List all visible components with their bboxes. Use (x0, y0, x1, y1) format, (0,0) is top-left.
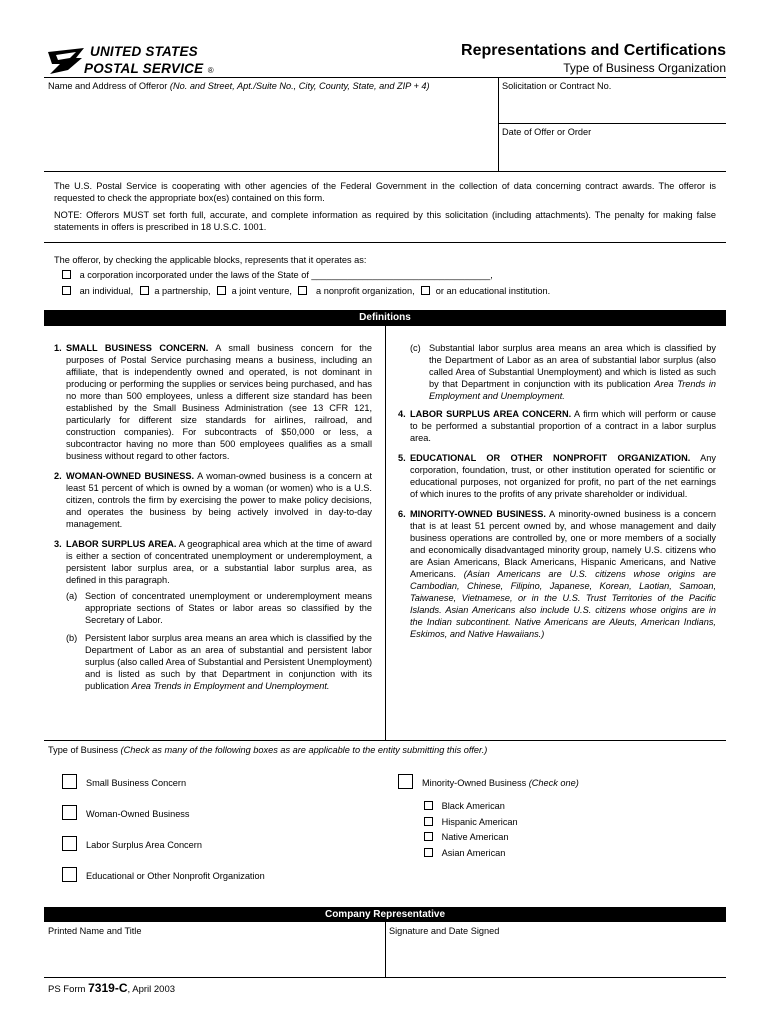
nonprofit-checkbox[interactable] (298, 286, 307, 295)
logo-line1: UNITED STATES (90, 44, 198, 59)
corporation-checkbox[interactable] (62, 270, 71, 279)
offeror-name-label: Name and Address of Offeror (No. and Street, Apt./Suite No., City, County, State, and ZIP + 4) (48, 81, 430, 91)
educational-institution-label: or an educational institution. (435, 286, 551, 296)
note-paragraph: NOTE: Offerors MUST set forth full, accurate, and complete information as required by this solicitation (including attachments). The penalty for making false statements in offers is prescribed in 18 U.S.C. 1001. (54, 210, 716, 232)
definition-educational-nonprofit: 5. EDUCATIONAL OR OTHER NONPROFIT ORGANIZATION. Any corporation, foundation, trust, or other institution operated for scientific or educational purposes, not organized for profit, no part of the net earnings of which inures to the profits of any private shareholder or individual. (398, 453, 717, 499)
printed-name-label: Printed Name and Title (48, 926, 142, 936)
form-title: Representations and Certifications (461, 42, 726, 59)
small-business-label: Small Business Concern (86, 778, 187, 788)
operates-type-row (62, 285, 550, 297)
nonprofit-label: a nonprofit organization, (316, 286, 415, 296)
definitions-heading: Definitions (44, 310, 726, 326)
hispanic-american-label: Hispanic American (441, 817, 518, 827)
definition-minority-owned: 6. MINORITY-OWNED BUSINESS. A minority-owned business is a concern that is at least 51 percent owned by, and whose management and daily business operations are controlled by, one or more members of a socially and economically disadvantaged minority group, namely U.S. citizens who are Asian Americans, Black Americans, Hispanic Americans, and Native Americans. (Asian Americans are U.S. citizens whose origins are Cambodian, Chinese, Filipino, Japanese, Korean, Laotian, Samoan, Taiwanese, Vietnamese, or in the U.S. Trust Territories of the Pacific Islands. Asian Americans also include U.S. citizens whose origins are in the Indian subcontinent. Native Americans are Aleuts, American Indians, Eskimos, and Native Hawaiians.) (398, 509, 716, 639)
partnership-label: a partnership, (154, 286, 211, 296)
definition-3b: (b) Persistent labor surplus area means an area which is classified by the Department of Labor as an area of substantial and persistent labor surplus (also called Area of Substantial and Persistent Unemployment) and is listed as such by that Department in conjunction with its publication Area Trends in Employment and Unemployment. (66, 633, 373, 691)
definition-small-business: 1. SMALL BUSINESS CONCERN. A small business concern for the purposes of Postal Service purchasing means a business, including an affiliate, that is independently owned and operated, is not dominant in producing or performing the supplies or services being purchased, and has no more than 500 employees, unless a different size standard has been established by the Small Business Administration (see 13 CFR 121, particularly for different size standards for airlines, railroad, and construction companies). For subcontracts of $50,000 or less, a subcontractor having no more than 500 employees qualifies as a small business without regard to other factors. (54, 343, 372, 461)
company-representative-heading: Company Representative (44, 907, 726, 922)
definition-3c: (c) Substantial labor surplus area means an area which is classified by the Department of Labor as an area of substantial labor surplus (also called Area of Substantial Unemployment) and which is listed as such by that Department in conjunction with its publication Area Trends in Employment and Unemployment. (410, 343, 716, 401)
individual-label: an individual, (79, 286, 134, 296)
definitions-left-column (54, 342, 372, 698)
hispanic-american-checkbox[interactable] (424, 817, 433, 826)
intro-paragraph: The U.S. Postal Service is cooperating with other agencies of the Federal Government in the collection of data concerning contract awards. The offeror is requested to check the appropriate box(es) contained on this form. (54, 181, 716, 203)
minority-black-row (424, 801, 505, 811)
small-business-checkbox[interactable] (62, 774, 77, 789)
logo-line2: POSTAL SERVICE (84, 61, 204, 76)
definitions-right-column (398, 342, 716, 648)
registered-mark: ® (207, 66, 214, 75)
asian-american-label: Asian American (441, 848, 506, 858)
partnership-checkbox[interactable] (140, 286, 149, 295)
corporation-label: a corporation incorporated under the laws of the State of ___________________________________, (79, 270, 493, 280)
signature-field[interactable] (387, 938, 725, 976)
eagle-icon (46, 46, 86, 78)
black-american-checkbox[interactable] (424, 801, 433, 810)
native-american-label: Native American (441, 832, 509, 842)
type-of-business-label: Type of Business (Check as many of the following boxes as are applicable to the entity submitting this offer.) (48, 745, 488, 755)
joint-venture-label: a joint venture, (231, 286, 292, 296)
minority-asian-row (424, 848, 505, 858)
form-subtitle: Type of Business Organization (563, 61, 726, 75)
date-of-offer-label: Date of Offer or Order (502, 127, 592, 137)
minority-hispanic-row (424, 817, 518, 827)
black-american-label: Black American (441, 801, 505, 811)
form-footer: PS Form 7319-C, April 2003 (48, 981, 176, 995)
offeror-name-address-field[interactable] (45, 94, 496, 169)
joint-venture-checkbox[interactable] (217, 286, 226, 295)
operates-corp-row (62, 269, 493, 281)
definition-labor-surplus-area: 3. LABOR SURPLUS AREA. A geographical area which at the time of award is either a section of concentrated unemployment or underemployment, a persistent labor surplus area, or a substantial labor surplus area, as defined in this paragraph. (54, 539, 372, 585)
minority-owned-checkbox[interactable] (398, 774, 413, 789)
operates-lead: The offeror, by checking the applicable blocks, represents that it operates as: (54, 255, 367, 265)
minority-native-row (424, 832, 508, 842)
asian-american-checkbox[interactable] (424, 848, 433, 857)
labor-surplus-checkbox[interactable] (62, 836, 77, 851)
definition-3a: (a) Section of concentrated unemployment or underemployment means appropriate sections of States or labor areas so classified by the Secretary of Labor. (66, 591, 372, 625)
printed-name-field[interactable] (45, 938, 383, 976)
woman-owned-checkbox[interactable] (62, 805, 77, 820)
solicitation-label: Solicitation or Contract No. (502, 81, 612, 91)
native-american-checkbox[interactable] (424, 832, 433, 841)
educational-institution-checkbox[interactable] (421, 286, 430, 295)
definition-labor-surplus-area-concern: 4. LABOR SURPLUS AREA CONCERN. A firm which will perform or cause to be performed a substantial proportion of a contract in a labor surplus area. (398, 409, 716, 443)
labor-surplus-label: Labor Surplus Area Concern (86, 840, 202, 850)
educational-nonprofit-label: Educational or Other Nonprofit Organization (86, 871, 265, 881)
usps-logo (46, 44, 214, 80)
signature-label: Signature and Date Signed (389, 926, 500, 936)
individual-checkbox[interactable] (62, 286, 71, 295)
solicitation-field[interactable] (500, 94, 724, 121)
educational-nonprofit-checkbox[interactable] (62, 867, 77, 882)
definition-woman-owned: 2. WOMAN-OWNED BUSINESS. A woman-owned business is a concern at least 51 percent of which is owned by a woman (or women) who is a U.S. citizen, controls the firm by exercising the power to make policy decisions, and operates the business by being actively involved in day-to-day management. (54, 471, 373, 529)
date-of-offer-field[interactable] (500, 140, 724, 169)
minority-owned-label: Minority-Owned Business (Check one) (422, 778, 579, 788)
woman-owned-label: Woman-Owned Business (86, 809, 190, 819)
